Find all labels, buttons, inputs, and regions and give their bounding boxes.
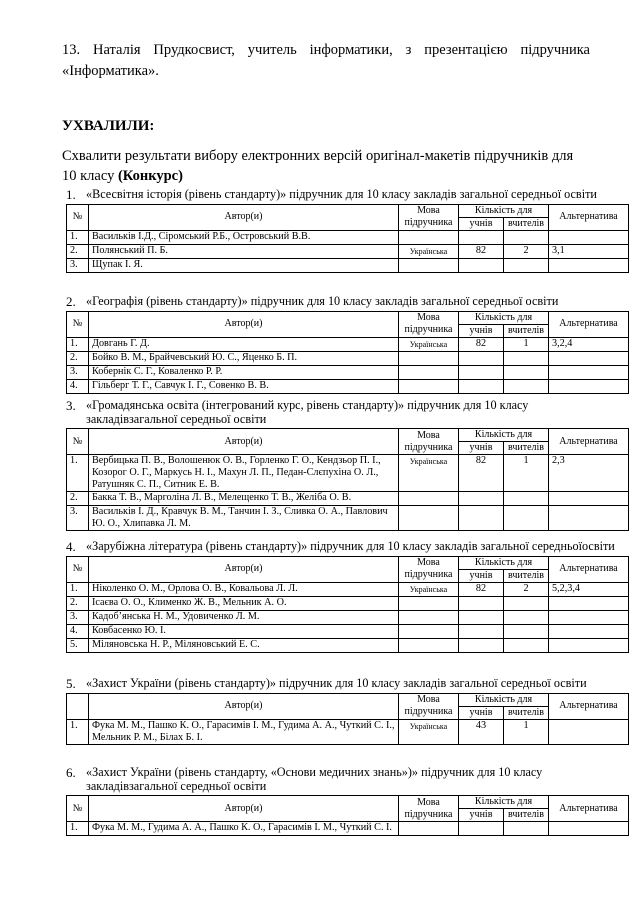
header-author: Автор(и) [89,429,399,455]
header-author: Автор(и) [89,204,399,230]
authors-table [66,556,629,653]
header-alt: Альтернатива [549,429,629,455]
table-row [67,638,629,652]
row-lang [399,822,459,836]
table-row [67,365,629,379]
row-number: 3. [67,258,89,272]
row-students [459,596,504,610]
row-alt: 3,2,4 [549,337,629,351]
header-teachers: вчителів [504,706,549,719]
row-lang [399,230,459,244]
row-number: 2. [67,596,89,610]
row-teachers [504,365,549,379]
row-teachers [504,492,549,506]
block-number: 5. [66,676,76,691]
table-row [67,506,629,531]
row-students [459,379,504,393]
row-alt: 3,1 [549,244,629,258]
row-students [459,610,504,624]
row-lang [399,610,459,624]
row-teachers [504,610,549,624]
table-row [67,624,629,638]
row-teachers: 2 [504,244,549,258]
row-lang [399,596,459,610]
row-number: 5. [67,638,89,652]
row-lang [399,506,459,531]
row-author: Вербицька П. В., Волошенюк О. В., Горленко Г. О., Кендзьор П. І., Козорог О. Г., Маркусь Н. І., Махун Л. П., Педан-Слєпухіна О. Л., Ратушняк С. П., Ситник Е. В. [89,455,399,492]
table-row [67,582,629,596]
row-alt [549,506,629,531]
row-lang: Українська [399,582,459,596]
header-lang: Мова підручника [399,796,459,822]
row-number: 1. [67,455,89,492]
header-lang: Мова підручника [399,311,459,337]
row-teachers [504,506,549,531]
textbook-block [66,540,628,653]
row-students [459,624,504,638]
row-students [459,638,504,652]
header-teachers: вчителів [504,217,549,230]
header-count: Кількість для [459,693,549,706]
row-teachers: 1 [504,719,549,744]
header-students: учнів [459,442,504,455]
header-students: учнів [459,324,504,337]
decision-bold: (Конкурс) [117,168,183,184]
header-teachers: вчителів [504,569,549,582]
textbook-block [66,677,628,745]
row-number: 1. [67,582,89,596]
row-alt: 2,3 [549,455,629,492]
row-students [459,506,504,531]
table-row [67,258,629,272]
header-teachers: вчителів [504,324,549,337]
block-title-text: «Зарубіжна література (рівень стандарту)» підручник для 10 класу закладів загальної середньоїосвіти [86,539,615,553]
row-alt [549,351,629,365]
row-number: 1. [67,337,89,351]
row-alt [549,230,629,244]
table-row [67,455,629,492]
block-number: 2. [66,294,76,309]
row-students [459,365,504,379]
header-alt: Альтернатива [549,556,629,582]
block-title-text: «Географія (рівень стандарту)» підручник для 10 класу закладів загальної середньої освіти [86,294,559,308]
table-row [67,610,629,624]
decision-main: Схвалити результати вибору електронних версій оригінал-макетів підручників для 10 класу [62,148,574,184]
header-teachers: вчителів [504,809,549,822]
row-number: 2. [67,244,89,258]
row-lang: Українська [399,455,459,492]
row-teachers: 1 [504,455,549,492]
row-students [459,258,504,272]
row-lang: Українська [399,337,459,351]
header-students: учнів [459,217,504,230]
header-students: учнів [459,569,504,582]
header-lang: Мова підручника [399,556,459,582]
block-title-text: «Всесвітня історія (рівень стандарту)» підручник для 10 класу закладів загальної середньої освіти [86,187,597,201]
decision-text [62,146,590,186]
row-teachers [504,822,549,836]
row-lang: Українська [399,244,459,258]
header-num: № [67,204,89,230]
row-teachers [504,624,549,638]
header-lang: Мова підручника [399,693,459,719]
block-title [66,399,628,426]
header-count: Кількість для [459,429,549,442]
row-alt [549,492,629,506]
row-number: 1. [67,822,89,836]
row-author: Довгань Г. Д. [89,337,399,351]
header-author: Автор(и) [89,311,399,337]
table-row [67,379,629,393]
row-alt [549,379,629,393]
authors-table [66,204,629,273]
table-row [67,244,629,258]
block-title-text: «Громадянська освіта (інтегрований курс, рівень стандарту)» підручник для 10 класу закладівзагальної середньої освіти [86,398,529,426]
row-teachers [504,258,549,272]
row-author: Бойко В. М., Брайчевський Ю. С., Яценко Б. П. [89,351,399,365]
row-teachers [504,379,549,393]
header-alt: Альтернатива [549,693,629,719]
row-teachers [504,351,549,365]
row-author: Міляновська Н. Р., Міляновський Е. С. [89,638,399,652]
table-row [67,596,629,610]
row-students [459,351,504,365]
row-students: 43 [459,719,504,744]
row-author: Ковбасенко Ю. І. [89,624,399,638]
row-students [459,822,504,836]
header-count: Кількість для [459,796,549,809]
row-alt [549,610,629,624]
authors-table [66,311,629,394]
header-num: № [67,311,89,337]
row-alt [549,638,629,652]
row-author: Васильків І. Д., Кравчук В. М., Танчин І. З., Сливка О. А., Павлович Ю. О., Хлипавка Л. М. [89,506,399,531]
block-number: 4. [66,539,76,554]
block-title-text: «Захист України (рівень стандарту, «Основи медичних знань»)» підручник для 10 класу закладівзагальної середньої освіти [86,765,543,793]
row-students: 82 [459,455,504,492]
row-author: Кобернік С. Г., Коваленко Р. Р. [89,365,399,379]
authors-table [66,428,629,531]
row-lang [399,379,459,393]
row-lang [399,365,459,379]
row-alt [549,365,629,379]
header-lang: Мова підручника [399,429,459,455]
row-alt [549,624,629,638]
row-author: Кадоб’янська Н. М., Удовиченко Л. М. [89,610,399,624]
row-lang [399,492,459,506]
table-row [67,337,629,351]
block-number: 3. [66,398,76,413]
header-students: учнів [459,706,504,719]
row-teachers [504,230,549,244]
row-number: 3. [67,506,89,531]
row-lang: Українська [399,719,459,744]
row-students [459,492,504,506]
row-number: 3. [67,610,89,624]
row-students: 82 [459,244,504,258]
row-teachers: 2 [504,582,549,596]
block-title [66,677,628,691]
row-author: Гільберг Т. Г., Савчук І. Г., Совенко В. В. [89,379,399,393]
header-num [67,693,89,719]
row-lang [399,624,459,638]
header-alt: Альтернатива [549,311,629,337]
row-author: Бакка Т. В., Марголіна Л. В., Мелещенко Т. В., Желіба О. В. [89,492,399,506]
row-alt [549,822,629,836]
row-number: 1. [67,230,89,244]
header-author: Автор(и) [89,693,399,719]
textbook-block [66,399,628,531]
block-number: 6. [66,765,76,780]
textbook-block [66,766,628,836]
header-count: Кількість для [459,556,549,569]
row-author: Ніколенко О. М., Орлова О. В., Ковальова Л. Л. [89,582,399,596]
row-lang [399,258,459,272]
block-title [66,188,628,202]
header-teachers: вчителів [504,442,549,455]
row-students: 82 [459,337,504,351]
header-num: № [67,556,89,582]
textbook-block [66,295,628,394]
table-row [67,351,629,365]
row-number: 1. [67,719,89,744]
header-alt: Альтернатива [549,796,629,822]
row-number: 3. [67,365,89,379]
authors-table [66,693,629,745]
row-students [459,230,504,244]
header-lang: Мова підручника [399,204,459,230]
table-row [67,822,629,836]
block-title-text: «Захист України (рівень стандарту)» підручник для 10 класу закладів загальної середньої освіти [86,676,587,690]
row-number: 4. [67,624,89,638]
header-num: № [67,429,89,455]
header-author: Автор(и) [89,556,399,582]
block-title [66,766,628,793]
block-title [66,295,628,309]
item-13-text: 13. Наталія Прудкосвист, учитель інформатики, з презентацією підручника «Інформатика». [62,42,590,79]
row-students: 82 [459,582,504,596]
header-num: № [67,796,89,822]
row-author: Васильків І.Д., Сіромський Р.Б., Островський В.В. [89,230,399,244]
row-alt [549,258,629,272]
table-row [67,492,629,506]
row-author: Полянський П. Б. [89,244,399,258]
table-row [67,719,629,744]
row-author: Фука М. М., Гудима А. А., Пашко К. О., Гарасимів І. М., Чуткий С. І. [89,822,399,836]
row-teachers [504,638,549,652]
header-alt: Альтернатива [549,204,629,230]
textbook-block [66,188,628,273]
header-author: Автор(и) [89,796,399,822]
header-count: Кількість для [459,204,549,217]
row-number: 2. [67,351,89,365]
row-alt: 5,2,3,4 [549,582,629,596]
header-count: Кількість для [459,311,549,324]
resolved-heading: УХВАЛИЛИ: [62,118,155,134]
row-teachers: 1 [504,337,549,351]
block-title [66,540,628,554]
row-alt [549,719,629,744]
row-teachers [504,596,549,610]
row-author: Щупак І. Я. [89,258,399,272]
row-lang [399,351,459,365]
table-row [67,230,629,244]
row-number: 4. [67,379,89,393]
row-lang [399,638,459,652]
row-author: Фука М. М., Пашко К. О., Гарасимів І. М., Гудима А. А., Чуткий С. І., Мельник Р. М., Білах Б. І. [89,719,399,744]
row-author: Ісаєва О. О., Клименко Ж. В., Мельник А. О. [89,596,399,610]
row-number: 2. [67,492,89,506]
authors-table [66,795,629,836]
block-number: 1. [66,187,76,202]
header-students: учнів [459,809,504,822]
row-alt [549,596,629,610]
